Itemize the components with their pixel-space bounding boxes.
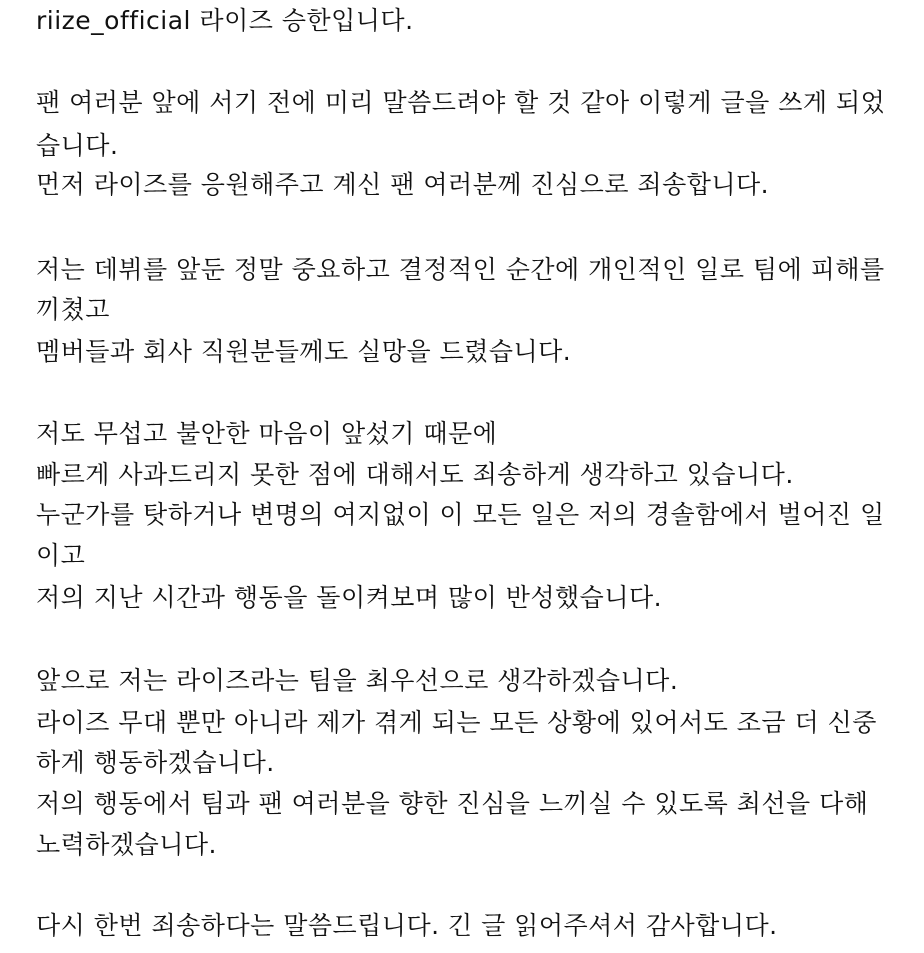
letter-line: 습니다. <box>36 131 119 160</box>
letter-line: 저도 무섭고 불안한 마음이 앞섰기 때문에 <box>36 419 498 448</box>
letter-line: 멤버들과 회사 직원분들께도 실망을 드렸습니다. <box>36 337 572 366</box>
letter-line: 하게 행동하겠습니다. <box>36 748 275 777</box>
letter-line: 끼쳤고 <box>36 295 110 324</box>
letter-line: 노력하겠습니다. <box>36 830 217 859</box>
letter-line: 라이즈 무대 뿐만 아니라 제가 겪게 되는 모든 상황에 있어서도 조금 더 신중 <box>36 708 877 737</box>
letter-line: 저의 행동에서 팀과 팬 여러분을 향한 진심을 느끼실 수 있도록 최선을 다해 <box>36 789 869 818</box>
letter-header: riize_official 라이즈 승한입니다. <box>36 6 414 35</box>
letter-line: 이고 <box>36 541 86 570</box>
letter-line: 먼저 라이즈를 응원해주고 계신 팬 여러분께 진심으로 죄송합니다. <box>36 170 770 199</box>
letter-line: 팬 여러분 앞에 서기 전에 미리 말씀드려야 할 것 같아 이렇게 글을 쓰게 되었 <box>36 88 886 117</box>
letter-closing: 다시 한번 죄송하다는 말씀드립니다. 긴 글 읽어주셔서 감사합니다. <box>36 911 778 940</box>
letter-line: 누군가를 탓하거나 변명의 여지없이 이 모든 일은 저의 경솔함에서 벌어진 일 <box>36 500 885 529</box>
letter-line: 저의 지난 시간과 행동을 돌이켜보며 많이 반성했습니다. <box>36 583 663 612</box>
letter-line: 빠르게 사과드리지 못한 점에 대해서도 죄송하게 생각하고 있습니다. <box>36 460 794 489</box>
letter-line: 앞으로 저는 라이즈라는 팀을 최우선으로 생각하겠습니다. <box>36 666 679 695</box>
letter-line: 저는 데뷔를 앞둔 정말 중요하고 결정적인 순간에 개인적인 일로 팀에 피해를 <box>36 255 885 284</box>
